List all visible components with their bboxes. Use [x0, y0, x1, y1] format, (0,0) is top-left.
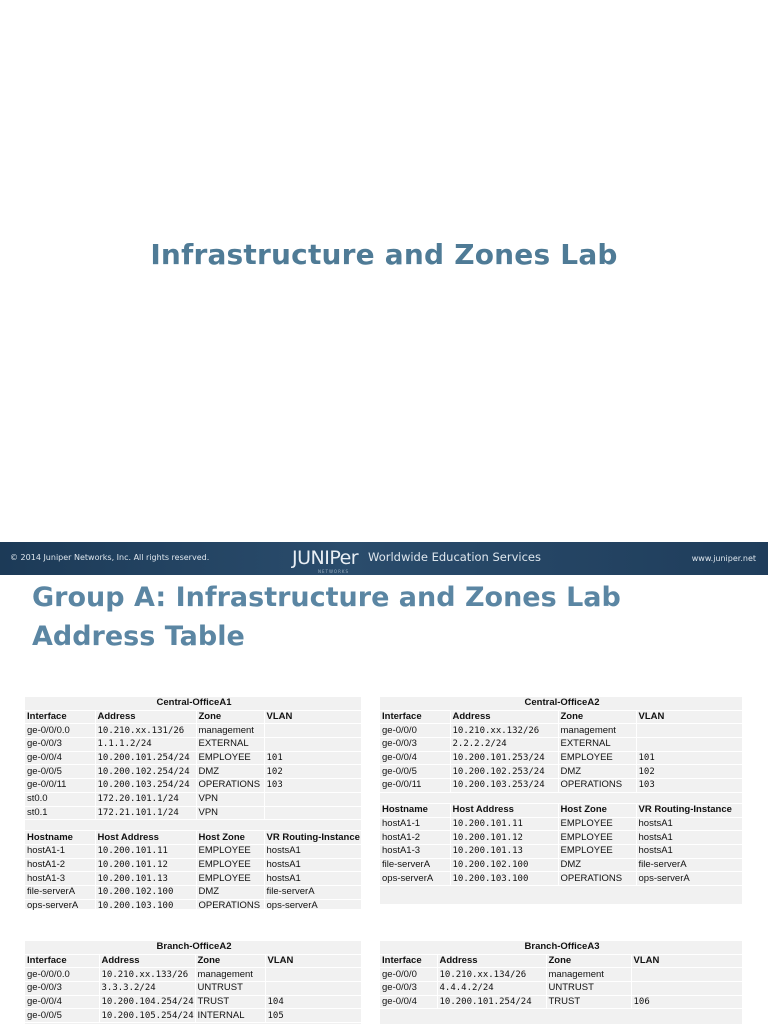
table-cell: EXTERNAL	[558, 738, 636, 752]
table-row	[25, 765, 361, 779]
table-caption: Central-OfficeA2	[380, 697, 742, 710]
table-cell: 104	[265, 995, 361, 1009]
table-cell: ops-serverA	[636, 872, 742, 886]
column-header: Host Zone	[558, 803, 636, 817]
table-caption: Branch-OfficeA2	[25, 941, 361, 954]
table-cell: 103	[264, 779, 361, 793]
spacer-row	[25, 820, 361, 831]
column-header: Address	[95, 710, 196, 724]
table-cell: 4.4.4.2/24	[437, 982, 546, 996]
table-cell: OPERATIONS	[196, 899, 264, 913]
table-cell	[265, 968, 361, 982]
table-row	[25, 968, 361, 982]
title-line-1: Group A: Infrastructure and Zones Lab	[32, 582, 621, 613]
table-cell: 102	[264, 765, 361, 779]
table-cell: file-serverA	[636, 858, 742, 872]
table-cell: 10.200.104.254/24	[99, 995, 195, 1009]
table-cell: TRUST	[546, 995, 631, 1009]
table-cell: DMZ	[196, 765, 264, 779]
table-cell: 10.210.xx.132/26	[450, 724, 558, 738]
table-row	[25, 779, 361, 793]
table-cell: 10.200.101.254/24	[437, 995, 546, 1009]
table-cell: hostsA1	[264, 872, 361, 886]
table-cell: management	[196, 724, 264, 738]
table-row	[25, 738, 361, 752]
table-cell: management	[558, 724, 636, 738]
juniper-logo	[292, 547, 359, 574]
table-cell: ge-0/0/11	[380, 779, 450, 793]
column-header: Address	[437, 954, 546, 968]
table-cell: ge-0/0/4	[380, 751, 450, 765]
table-cell: EMPLOYEE	[558, 844, 636, 858]
logo-wordmark: JUNIPer	[292, 547, 359, 569]
table-cell: 103	[636, 779, 742, 793]
slide-title: Infrastructure and Zones Lab	[150, 238, 618, 271]
table-cell: hostsA1	[636, 844, 742, 858]
column-header: Interface	[25, 710, 95, 724]
table-cell: hostsA1	[636, 831, 742, 845]
table-cell: 101	[264, 751, 361, 765]
header-row	[25, 710, 361, 724]
table-branch-office-a3	[380, 941, 742, 1024]
table-cell: file-serverA	[25, 885, 95, 899]
table-row	[380, 765, 742, 779]
table-cell: DMZ	[196, 885, 264, 899]
column-header: Hostname	[380, 803, 450, 817]
table-cell: 10.200.102.254/24	[95, 765, 196, 779]
table-cell: 1.1.1.2/24	[95, 738, 196, 752]
table-cell: 10.200.102.100	[95, 885, 196, 899]
table-cell: 106	[631, 995, 742, 1009]
address-table-title	[32, 578, 732, 656]
table-row	[380, 995, 742, 1009]
table-cell: 10.200.103.100	[450, 872, 558, 886]
column-header: Zone	[546, 954, 631, 968]
table-branch-office-a2	[25, 941, 361, 1024]
table-cell: 10.210.xx.134/26	[437, 968, 546, 982]
column-header: VR Routing-Instance	[636, 803, 742, 817]
title-line-2: Address Table	[32, 621, 245, 652]
table-cell: hostA1-2	[380, 831, 450, 845]
table-row	[25, 806, 361, 820]
table-cell: 10.200.103.100	[95, 899, 196, 913]
table-cell: hostsA1	[636, 817, 742, 831]
table-cell: ge-0/0/3	[380, 982, 437, 996]
table-cell: st0.0	[25, 792, 95, 806]
logo-subtext: NETWORKS	[318, 569, 350, 574]
table-cell: st0.1	[25, 806, 95, 820]
table-row	[25, 982, 361, 996]
service-name: Worldwide Education Services	[368, 550, 541, 564]
table-cell: management	[546, 968, 631, 982]
table-cell: 10.210.xx.131/26	[95, 724, 196, 738]
table-row	[25, 858, 361, 872]
table-cell: hostA1-3	[25, 872, 95, 886]
table-cell: ops-serverA	[25, 899, 95, 913]
table-row	[25, 885, 361, 899]
table-cell: ge-0/0/11	[25, 779, 95, 793]
table-cell: hostsA1	[264, 844, 361, 858]
table-row	[25, 844, 361, 858]
table-row	[380, 968, 742, 982]
table-cell: 10.200.105.254/24	[99, 1009, 195, 1023]
slide-footer-bar	[0, 542, 768, 575]
table-row	[380, 872, 742, 886]
column-header: VLAN	[265, 954, 361, 968]
table-cell: 2.2.2.2/24	[450, 738, 558, 752]
header-row	[380, 954, 742, 968]
column-header: Interface	[380, 710, 450, 724]
copyright-text: © 2014 Juniper Networks, Inc. All rights reserved.	[10, 553, 210, 562]
table-cell: 105	[265, 1009, 361, 1023]
table-cell: OPERATIONS	[558, 872, 636, 886]
table-row	[380, 982, 742, 996]
table-central-office-a1	[25, 697, 361, 909]
table-cell: OPERATIONS	[558, 779, 636, 793]
table-cell: 10.200.101.11	[95, 844, 196, 858]
table-cell: EMPLOYEE	[196, 844, 264, 858]
table-cell: ge-0/0/0.0	[25, 968, 99, 982]
table-cell: EMPLOYEE	[196, 751, 264, 765]
table-row	[25, 792, 361, 806]
table-row	[25, 1009, 361, 1023]
table-cell: EMPLOYEE	[196, 872, 264, 886]
table-caption-row	[25, 941, 361, 954]
column-header: VLAN	[264, 710, 361, 724]
column-header: Zone	[196, 710, 264, 724]
table-row	[380, 831, 742, 845]
header-row	[25, 954, 361, 968]
table-cell: VPN	[196, 806, 264, 820]
table-cell: 10.200.101.12	[95, 858, 196, 872]
header-row	[380, 803, 742, 817]
table-cell	[631, 968, 742, 982]
footer-url: www.juniper.net	[691, 554, 756, 563]
table-row	[25, 995, 361, 1009]
table-row	[380, 817, 742, 831]
table-cell: hostA1-1	[380, 817, 450, 831]
table-cell: 10.200.102.253/24	[450, 765, 558, 779]
table-cell: ge-0/0/0	[380, 724, 450, 738]
table-caption: Branch-OfficeA3	[380, 941, 742, 954]
table-cell: OPERATIONS	[196, 779, 264, 793]
table-cell: EMPLOYEE	[558, 831, 636, 845]
column-header: VR Routing-Instance	[264, 831, 361, 845]
table-cell	[264, 792, 361, 806]
table-cell: 102	[636, 765, 742, 779]
table-row	[380, 738, 742, 752]
table-cell: DMZ	[558, 858, 636, 872]
column-header: Zone	[558, 710, 636, 724]
table-cell: ge-0/0/5	[380, 765, 450, 779]
column-header: Interface	[25, 954, 99, 968]
table-caption-row	[380, 697, 742, 710]
table-cell	[631, 982, 742, 996]
table-cell: 101	[636, 751, 742, 765]
table-cell	[265, 982, 361, 996]
table-cell: ops-serverA	[380, 872, 450, 886]
table-cell: DMZ	[558, 765, 636, 779]
table-cell: UNTRUST	[546, 982, 631, 996]
table-cell: ge-0/0/3	[25, 738, 95, 752]
table-cell: EMPLOYEE	[558, 751, 636, 765]
table-row	[25, 751, 361, 765]
table-cell	[264, 738, 361, 752]
table-cell: 10.210.xx.133/26	[99, 968, 195, 982]
column-header: Address	[99, 954, 195, 968]
spacer-cell	[25, 820, 361, 831]
table-row	[380, 779, 742, 793]
table-cell: 10.200.102.100	[450, 858, 558, 872]
table-cell: EXTERNAL	[196, 738, 264, 752]
column-header: Interface	[380, 954, 437, 968]
table-row	[380, 724, 742, 738]
table-cell: 3.3.3.2/24	[99, 982, 195, 996]
table-cell: ge-0/0/0	[380, 968, 437, 982]
table-cell: 172.21.101.1/24	[95, 806, 196, 820]
table-cell: 172.20.101.1/24	[95, 792, 196, 806]
table-cell	[636, 724, 742, 738]
table-cell: INTERNAL	[195, 1009, 265, 1023]
table-cell: 10.200.103.253/24	[450, 779, 558, 793]
table-cell: UNTRUST	[195, 982, 265, 996]
table-cell: ge-0/0/3	[380, 738, 450, 752]
table-cell: hostsA1	[264, 858, 361, 872]
table-cell: VPN	[196, 792, 264, 806]
table-cell: EMPLOYEE	[558, 817, 636, 831]
table-cell: ge-0/0/5	[25, 765, 95, 779]
column-header: Host Address	[450, 803, 558, 817]
column-header: VLAN	[631, 954, 742, 968]
table-cell: file-serverA	[380, 858, 450, 872]
column-header: Host Zone	[196, 831, 264, 845]
column-header: Hostname	[25, 831, 95, 845]
table-cell: 10.200.103.254/24	[95, 779, 196, 793]
header-row	[380, 710, 742, 724]
table-cell: ops-serverA	[264, 899, 361, 913]
table-cell: 10.200.101.12	[450, 831, 558, 845]
header-row	[25, 831, 361, 845]
table-row	[25, 724, 361, 738]
table-cell: ge-0/0/4	[25, 995, 99, 1009]
table-row	[380, 751, 742, 765]
table-central-office-a2	[380, 697, 742, 904]
table-cell: 10.200.101.13	[450, 844, 558, 858]
table-cell: 10.200.101.13	[95, 872, 196, 886]
table-cell: TRUST	[195, 995, 265, 1009]
table-cell: ge-0/0/4	[25, 751, 95, 765]
table-cell: hostA1-3	[380, 844, 450, 858]
spacer-row	[380, 792, 742, 803]
column-header: Zone	[195, 954, 265, 968]
table-cell: 10.200.101.11	[450, 817, 558, 831]
table-cell: hostA1-1	[25, 844, 95, 858]
table-cell	[636, 738, 742, 752]
table-cell: management	[195, 968, 265, 982]
table-row	[380, 844, 742, 858]
table-cell: ge-0/0/0.0	[25, 724, 95, 738]
table-cell: ge-0/0/4	[380, 995, 437, 1009]
table-row	[25, 872, 361, 886]
table-cell: file-serverA	[264, 885, 361, 899]
column-header: VLAN	[636, 710, 742, 724]
table-row	[25, 899, 361, 913]
table-cell: ge-0/0/5	[25, 1009, 99, 1023]
table-row	[380, 858, 742, 872]
table-caption-row	[25, 697, 361, 710]
table-cell: 10.200.101.254/24	[95, 751, 196, 765]
column-header: Address	[450, 710, 558, 724]
table-cell: EMPLOYEE	[196, 858, 264, 872]
table-cell: 10.200.101.253/24	[450, 751, 558, 765]
table-cell: ge-0/0/3	[25, 982, 99, 996]
table-cell	[264, 806, 361, 820]
spacer-cell	[380, 792, 742, 803]
table-cell: hostA1-2	[25, 858, 95, 872]
table-caption: Central-OfficeA1	[25, 697, 361, 710]
table-cell	[264, 724, 361, 738]
column-header: Host Address	[95, 831, 196, 845]
table-caption-row	[380, 941, 742, 954]
